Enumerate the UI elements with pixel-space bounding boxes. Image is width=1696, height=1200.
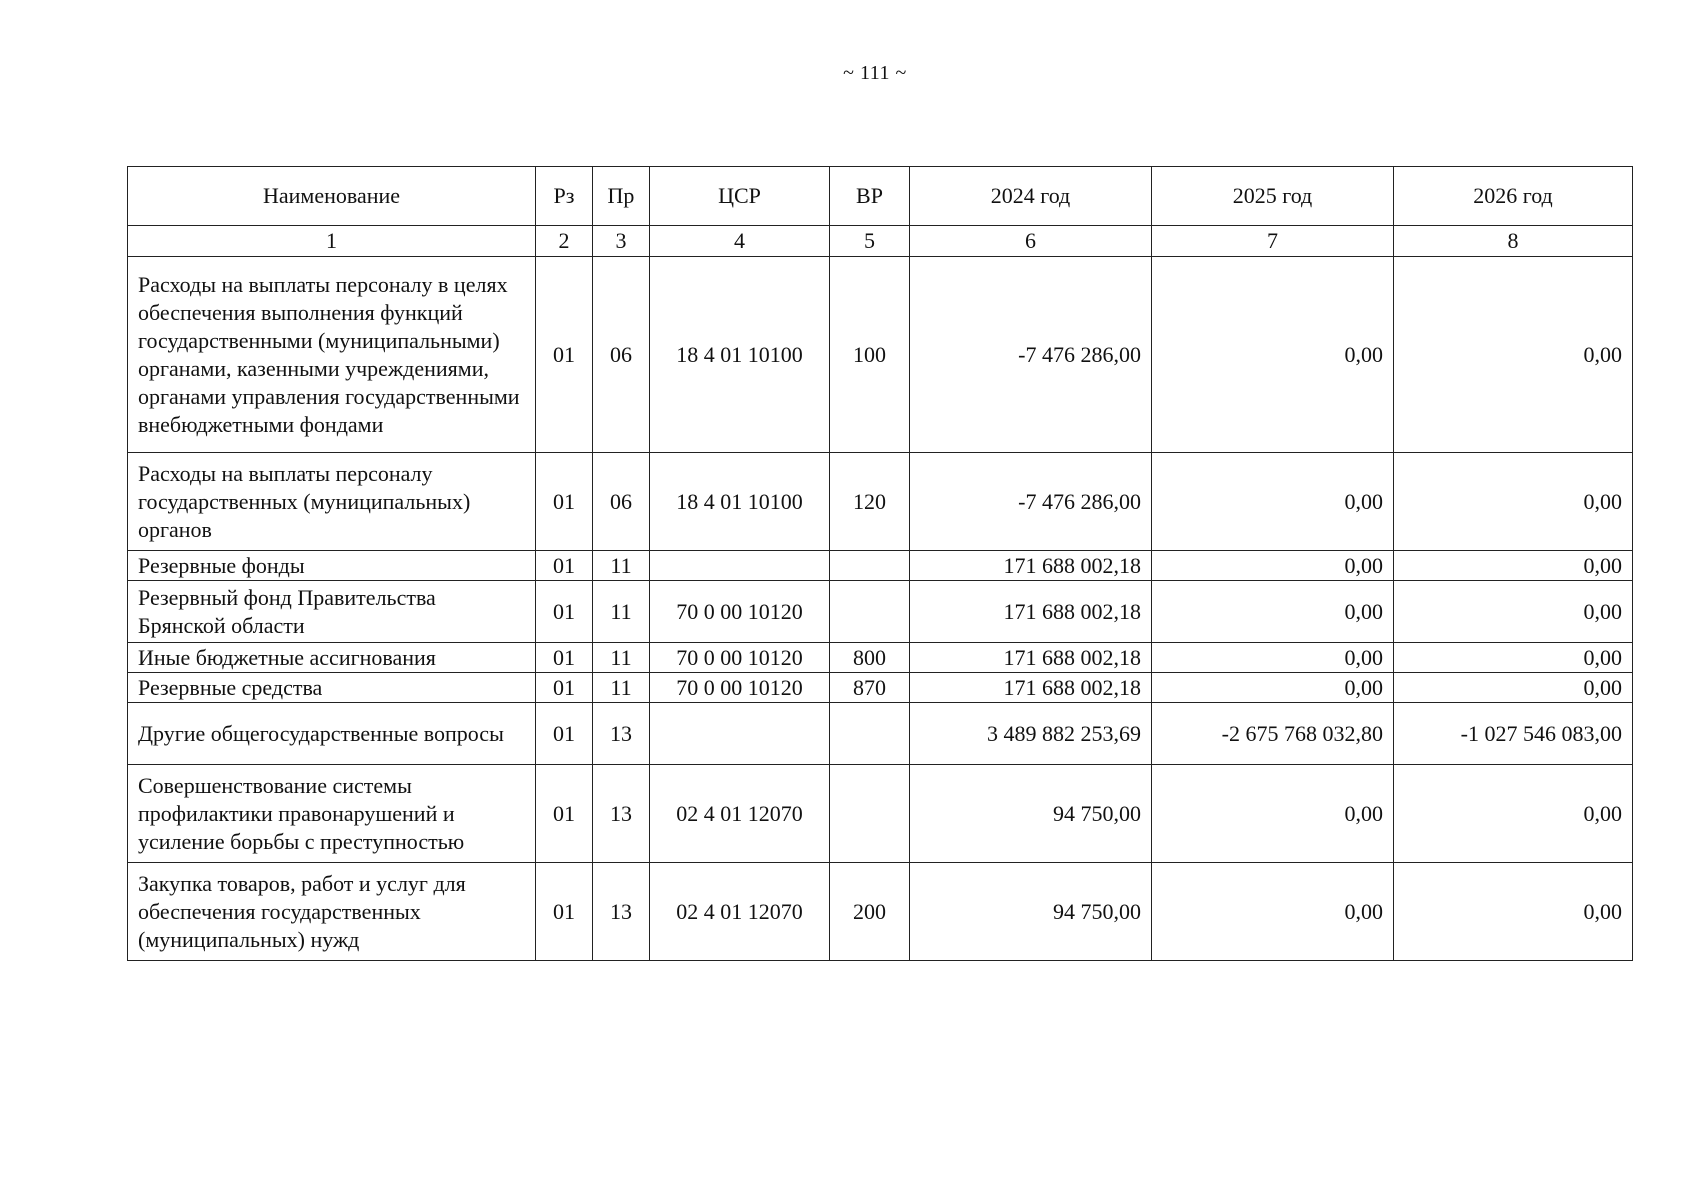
row-vr xyxy=(830,551,910,581)
row-vr: 120 xyxy=(830,453,910,551)
header-name: Наименование xyxy=(128,167,536,226)
row-pr: 11 xyxy=(593,673,650,703)
header-row xyxy=(128,167,1633,226)
row-name: Резервные средства xyxy=(128,673,536,703)
table-row xyxy=(128,863,1633,961)
table-row xyxy=(128,581,1633,643)
row-vr xyxy=(830,581,910,643)
header-2026: 2026 год xyxy=(1394,167,1633,226)
row-2026: 0,00 xyxy=(1394,581,1633,643)
row-pr: 11 xyxy=(593,581,650,643)
row-name: Иные бюджетные ассигнования xyxy=(128,643,536,673)
row-name: Резервный фонд Правительства Брянской области xyxy=(128,581,536,643)
column-number: 2 xyxy=(536,226,593,257)
row-2026: 0,00 xyxy=(1394,551,1633,581)
row-2025: 0,00 xyxy=(1152,673,1394,703)
row-name: Расходы на выплаты персоналу государственных (муниципальных) органов xyxy=(128,453,536,551)
row-2024: -7 476 286,00 xyxy=(910,453,1152,551)
row-rz: 01 xyxy=(536,673,593,703)
header-pr: Пр xyxy=(593,167,650,226)
row-csr: 18 4 01 10100 xyxy=(650,453,830,551)
row-2024: -7 476 286,00 xyxy=(910,257,1152,453)
table-row xyxy=(128,257,1633,453)
row-2025: 0,00 xyxy=(1152,863,1394,961)
row-2024: 94 750,00 xyxy=(910,863,1152,961)
row-csr: 70 0 00 10120 xyxy=(650,643,830,673)
table-row xyxy=(128,453,1633,551)
row-2025: 0,00 xyxy=(1152,453,1394,551)
row-rz: 01 xyxy=(536,703,593,765)
row-rz: 01 xyxy=(536,765,593,863)
row-csr: 02 4 01 12070 xyxy=(650,765,830,863)
row-pr: 06 xyxy=(593,453,650,551)
row-pr: 11 xyxy=(593,551,650,581)
row-pr: 13 xyxy=(593,703,650,765)
row-csr: 02 4 01 12070 xyxy=(650,863,830,961)
row-csr: 18 4 01 10100 xyxy=(650,257,830,453)
row-csr xyxy=(650,551,830,581)
row-vr: 870 xyxy=(830,673,910,703)
row-name: Закупка товаров, работ и услуг для обеспечения государственных (муниципальных) нужд xyxy=(128,863,536,961)
row-2024: 171 688 002,18 xyxy=(910,643,1152,673)
row-vr xyxy=(830,703,910,765)
row-2026: 0,00 xyxy=(1394,863,1633,961)
row-2025: 0,00 xyxy=(1152,581,1394,643)
header-2025: 2025 год xyxy=(1152,167,1394,226)
row-2024: 171 688 002,18 xyxy=(910,581,1152,643)
column-number-row xyxy=(128,226,1633,257)
table-row xyxy=(128,551,1633,581)
column-number: 3 xyxy=(593,226,650,257)
row-2026: -1 027 546 083,00 xyxy=(1394,703,1633,765)
row-rz: 01 xyxy=(536,453,593,551)
row-pr: 13 xyxy=(593,863,650,961)
row-name: Резервные фонды xyxy=(128,551,536,581)
column-number: 5 xyxy=(830,226,910,257)
row-2026: 0,00 xyxy=(1394,765,1633,863)
column-number: 4 xyxy=(650,226,830,257)
row-vr xyxy=(830,765,910,863)
row-rz: 01 xyxy=(536,551,593,581)
header-csr: ЦСР xyxy=(650,167,830,226)
row-vr: 800 xyxy=(830,643,910,673)
row-pr: 06 xyxy=(593,257,650,453)
column-number: 6 xyxy=(910,226,1152,257)
table-row xyxy=(128,643,1633,673)
row-2024: 94 750,00 xyxy=(910,765,1152,863)
row-2026: 0,00 xyxy=(1394,257,1633,453)
table-row xyxy=(128,703,1633,765)
column-number: 8 xyxy=(1394,226,1633,257)
row-name: Совершенствование системы профилактики правонарушений и усиление борьбы с преступностью xyxy=(128,765,536,863)
row-vr: 100 xyxy=(830,257,910,453)
row-pr: 11 xyxy=(593,643,650,673)
page-number: ~ 111 ~ xyxy=(843,62,907,84)
header-vr: ВР xyxy=(830,167,910,226)
row-2025: 0,00 xyxy=(1152,765,1394,863)
row-csr: 70 0 00 10120 xyxy=(650,581,830,643)
row-2024: 171 688 002,18 xyxy=(910,551,1152,581)
row-2025: 0,00 xyxy=(1152,643,1394,673)
column-number: 7 xyxy=(1152,226,1394,257)
row-2026: 0,00 xyxy=(1394,673,1633,703)
row-name: Расходы на выплаты персоналу в целях обеспечения выполнения функций государственными (муниципальными) органами, казенными учреждениями, органами управления государственными внебюджетными фондами xyxy=(128,257,536,453)
header-2024: 2024 год xyxy=(910,167,1152,226)
row-pr: 13 xyxy=(593,765,650,863)
row-2026: 0,00 xyxy=(1394,643,1633,673)
row-name: Другие общегосударственные вопросы xyxy=(128,703,536,765)
row-2025: -2 675 768 032,80 xyxy=(1152,703,1394,765)
row-rz: 01 xyxy=(536,257,593,453)
row-2024: 171 688 002,18 xyxy=(910,673,1152,703)
row-vr: 200 xyxy=(830,863,910,961)
header-rz: Рз xyxy=(536,167,593,226)
row-rz: 01 xyxy=(536,863,593,961)
row-2025: 0,00 xyxy=(1152,551,1394,581)
table-row xyxy=(128,673,1633,703)
budget-table xyxy=(127,166,1633,961)
row-2026: 0,00 xyxy=(1394,453,1633,551)
row-csr: 70 0 00 10120 xyxy=(650,673,830,703)
row-rz: 01 xyxy=(536,643,593,673)
row-2024: 3 489 882 253,69 xyxy=(910,703,1152,765)
table-row xyxy=(128,765,1633,863)
row-csr xyxy=(650,703,830,765)
column-number: 1 xyxy=(128,226,536,257)
row-2025: 0,00 xyxy=(1152,257,1394,453)
row-rz: 01 xyxy=(536,581,593,643)
